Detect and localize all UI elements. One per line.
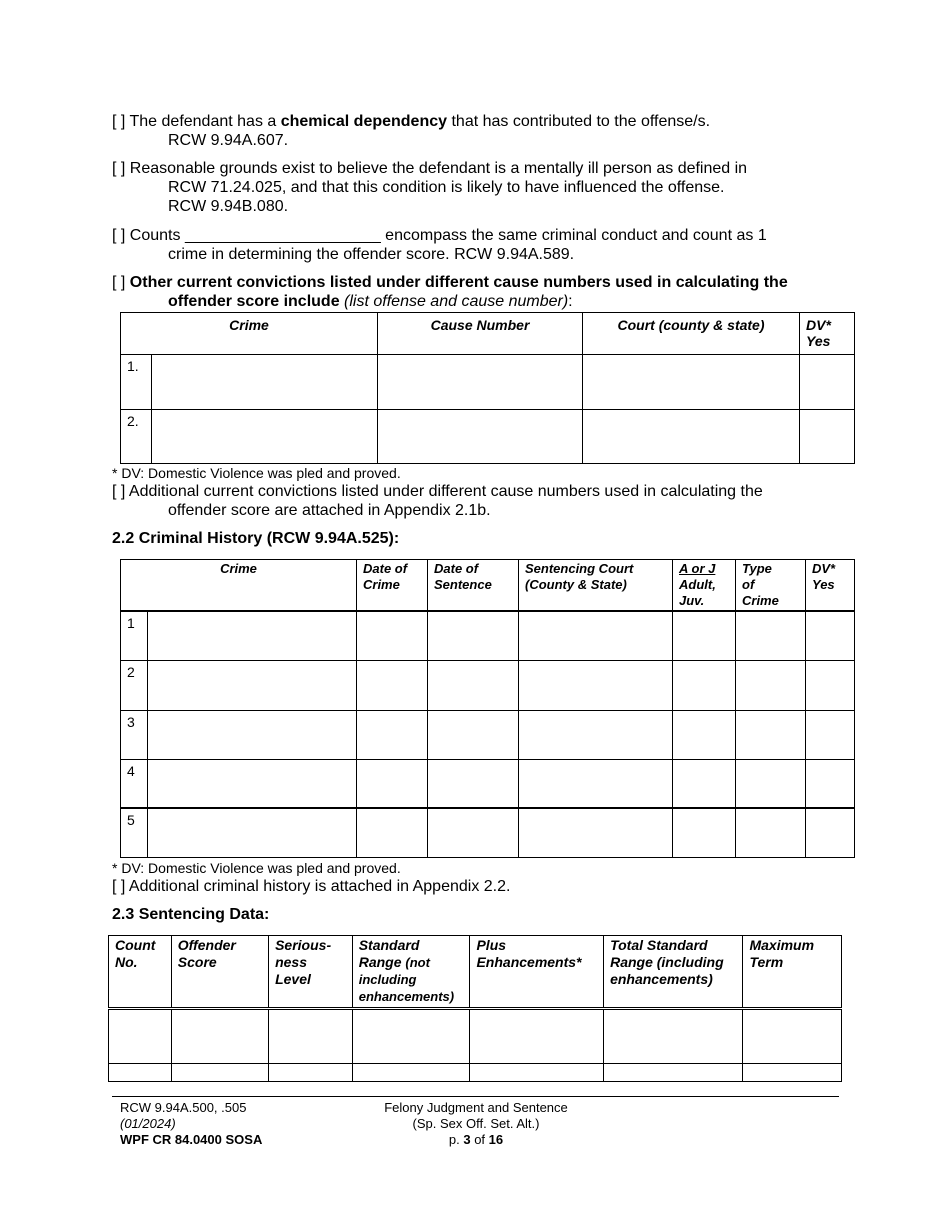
header-text: Plus (476, 937, 507, 953)
checkbox[interactable]: [ ] (112, 483, 126, 500)
header-text: Enhancements* (476, 954, 582, 970)
item-text: that has contributed to the offense/s. (451, 113, 711, 130)
header-text: Level (275, 971, 311, 987)
offender-score-cell[interactable] (171, 1009, 268, 1064)
crime-cell[interactable] (148, 808, 357, 857)
type-cell[interactable] (736, 710, 806, 759)
mental-illness-item (112, 159, 880, 216)
header-text: Sentencing Court (525, 561, 634, 576)
dv-cell[interactable] (806, 759, 855, 808)
dv-cell[interactable] (806, 710, 855, 759)
item-text: offender score are attached in Appendix 2.1b. (168, 502, 491, 519)
date-sentence-cell[interactable] (428, 710, 519, 759)
date-sentence-cell[interactable] (428, 759, 519, 808)
dv-cell[interactable] (806, 660, 855, 710)
item-text: crime in determining the offender score. RCW 9.94A.589. (168, 246, 575, 263)
page-of: of (474, 1132, 486, 1147)
table-row (121, 660, 855, 710)
header-text: DV* (812, 561, 836, 576)
header-text: Range (including (610, 954, 724, 970)
header-cause-number: Cause Number (378, 313, 583, 355)
header-text: Standard (358, 937, 420, 953)
checkbox[interactable]: [ ] (112, 160, 126, 177)
header-total-standard-range (604, 936, 743, 1009)
row-number: 1 (121, 611, 148, 660)
same-criminal-conduct-item (112, 226, 880, 264)
item-text: Additional criminal history is attached in Appendix 2.2. (128, 878, 511, 895)
dv-cell[interactable] (806, 808, 855, 857)
footer-left (120, 1100, 262, 1148)
table-row (121, 355, 855, 410)
header-crime: Crime (121, 313, 378, 355)
maximum-term-cell[interactable] (743, 1064, 842, 1082)
header-sentencing-court (519, 560, 673, 612)
dv-cell[interactable] (806, 611, 855, 660)
dv-footnote: * DV: Domestic Violence was pled and proved. (112, 465, 401, 481)
crime-cell[interactable] (148, 759, 357, 808)
counts-blank-field[interactable]: ______________________ (184, 227, 381, 244)
header-text: Crime (742, 593, 779, 608)
section-title-sentencing-data: 2.3 Sentencing Data: (112, 906, 270, 923)
date-crime-cell[interactable] (357, 611, 428, 660)
footer-subtitle: (Sp. Sex Off. Set. Alt.) (412, 1116, 540, 1131)
date-sentence-cell[interactable] (428, 660, 519, 710)
header-dv-text: DV* (806, 317, 831, 333)
seriousness-cell[interactable] (269, 1009, 353, 1064)
adult-juv-cell[interactable] (673, 710, 736, 759)
maximum-term-cell[interactable] (743, 1009, 842, 1064)
row-number: 3 (121, 710, 148, 759)
cause-cell[interactable] (378, 355, 583, 410)
date-sentence-cell[interactable] (428, 808, 519, 857)
header-text: Juv. (679, 593, 705, 608)
court-cell[interactable] (519, 660, 673, 710)
court-cell[interactable] (519, 710, 673, 759)
date-sentence-cell[interactable] (428, 611, 519, 660)
court-cell[interactable] (519, 808, 673, 857)
header-text: Adult, (679, 577, 716, 592)
checkbox[interactable]: [ ] (112, 227, 126, 244)
item-bold-text: offender score include (168, 293, 340, 310)
item-text: Additional current convictions listed under different cause numbers used in calculating the (128, 483, 763, 500)
footer-rcw: RCW 9.94A.500, .505 (120, 1100, 247, 1115)
court-cell[interactable] (583, 355, 800, 410)
header-text: Sentence (434, 577, 492, 592)
header-text: A or J (679, 561, 716, 576)
item-text: Reasonable grounds exist to believe the defendant is a mentally ill person as defined in (129, 160, 748, 177)
crime-cell[interactable] (148, 710, 357, 759)
header-maximum-term (743, 936, 842, 1009)
court-cell[interactable] (583, 410, 800, 464)
total-range-cell[interactable] (604, 1064, 743, 1082)
row-number: 2 (121, 660, 148, 710)
sentencing-data-table (108, 935, 842, 1082)
enhancements-cell[interactable] (470, 1009, 604, 1064)
footer-title: Felony Judgment and Sentence (384, 1100, 568, 1115)
header-text: including (358, 972, 417, 987)
adult-juv-cell[interactable] (673, 759, 736, 808)
row-number: 2. (121, 410, 152, 464)
checkbox[interactable]: [ ] (112, 113, 126, 130)
standard-range-cell[interactable] (352, 1009, 470, 1064)
row-number: 1. (121, 355, 152, 410)
page-number (336, 1132, 616, 1148)
dv-cell[interactable] (800, 410, 855, 464)
page-total: 16 (488, 1132, 504, 1147)
count-cell[interactable] (109, 1009, 172, 1064)
header-text: Serious- (275, 937, 332, 953)
header-text: Range (358, 954, 402, 970)
table-row (121, 808, 855, 857)
header-text: Date of (434, 561, 479, 576)
header-text: Crime (363, 577, 400, 592)
header-text: Term (749, 954, 784, 970)
item-italic-text: (list offense and cause number) (344, 293, 569, 310)
total-range-cell[interactable] (604, 1009, 743, 1064)
court-cell[interactable] (519, 759, 673, 808)
page-current: 3 (463, 1132, 471, 1147)
rcw-ref: RCW 9.94A.607. (168, 132, 289, 149)
item-bold-text: Other current convictions listed under different cause numbers used in calculating the (129, 274, 788, 291)
rcw-ref: RCW 9.94B.080. (168, 198, 289, 215)
additional-current-item (112, 482, 880, 520)
footer-center (336, 1100, 616, 1148)
item-text: The defendant has a (129, 113, 277, 130)
header-text: No. (115, 954, 138, 970)
item-text: : (568, 293, 573, 310)
checkbox[interactable]: [ ] (112, 274, 126, 291)
crime-cell[interactable] (148, 611, 357, 660)
section-title-criminal-history: 2.2 Criminal History (RCW 9.94A.525): (112, 530, 400, 547)
header-text: Total Standard (610, 937, 708, 953)
dv-cell[interactable] (800, 355, 855, 410)
additional-history-item (112, 877, 852, 896)
item-bold-text: chemical dependency (280, 113, 448, 130)
header-plus-enhancements (470, 936, 604, 1009)
date-crime-cell[interactable] (357, 660, 428, 710)
table-row (109, 1064, 842, 1082)
dv-footnote: * DV: Domestic Violence was pled and proved. (112, 860, 401, 876)
type-cell[interactable] (736, 759, 806, 808)
date-crime-cell[interactable] (357, 710, 428, 759)
standard-range-cell[interactable] (352, 1064, 470, 1082)
enhancements-cell[interactable] (470, 1064, 604, 1082)
header-text: Type (742, 561, 772, 576)
page-prefix: p. (448, 1132, 460, 1147)
date-crime-cell[interactable] (357, 759, 428, 808)
offender-score-cell[interactable] (171, 1064, 268, 1082)
header-crime: Crime (121, 560, 357, 612)
item-text: RCW 71.24.025, and that this condition is likely to have influenced the offense. (168, 179, 725, 196)
header-dv-yes: Yes (806, 333, 831, 349)
header-count-no (109, 936, 172, 1009)
chemical-dependency-item (112, 112, 880, 150)
table-row (121, 710, 855, 759)
header-text: (County & State) (525, 577, 627, 592)
header-offender-score (171, 936, 268, 1009)
header-court: Court (county & state) (583, 313, 800, 355)
count-cell[interactable] (109, 1064, 172, 1082)
item-text: encompass the same criminal conduct and count as 1 (385, 227, 767, 244)
table-row (109, 1009, 842, 1064)
header-text: (not (405, 955, 430, 970)
header-text: Date of (363, 561, 408, 576)
row-number: 4 (121, 759, 148, 808)
header-text: ness (275, 954, 308, 970)
adult-juv-cell[interactable] (673, 660, 736, 710)
crime-cell[interactable] (148, 660, 357, 710)
date-crime-cell[interactable] (357, 808, 428, 857)
other-convictions-item (112, 273, 880, 311)
table-row (121, 759, 855, 808)
header-text: Score (177, 954, 217, 970)
header-date-of-sentence (428, 560, 519, 612)
type-cell[interactable] (736, 808, 806, 857)
court-cell[interactable] (519, 611, 673, 660)
type-cell[interactable] (736, 611, 806, 660)
criminal-history-table (120, 559, 855, 858)
header-text: enhancements) (358, 989, 455, 1004)
header-dv (806, 560, 855, 612)
header-text: Maximum (749, 937, 815, 953)
seriousness-cell[interactable] (269, 1064, 353, 1082)
current-convictions-table (120, 312, 855, 464)
header-adult-juv (673, 560, 736, 612)
table-row (121, 410, 855, 464)
cause-cell[interactable] (378, 410, 583, 464)
header-date-of-crime (357, 560, 428, 612)
crime-cell[interactable] (152, 355, 378, 410)
header-dv (800, 313, 855, 355)
crime-cell[interactable] (152, 410, 378, 464)
table-row (121, 611, 855, 660)
type-cell[interactable] (736, 660, 806, 710)
adult-juv-cell[interactable] (673, 808, 736, 857)
footer-divider (112, 1096, 839, 1097)
header-seriousness-level (269, 936, 353, 1009)
header-type-of-crime (736, 560, 806, 612)
header-standard-range (352, 936, 470, 1009)
header-text: Count (115, 937, 156, 953)
adult-juv-cell[interactable] (673, 611, 736, 660)
header-text: Offender (177, 937, 236, 953)
checkbox[interactable]: [ ] (112, 878, 126, 895)
footer-form-number: WPF CR 84.0400 SOSA (120, 1132, 263, 1147)
footer-date: (01/2024) (120, 1116, 176, 1131)
header-text: of (742, 577, 755, 592)
item-text: Counts (129, 227, 181, 244)
header-text: enhancements) (610, 971, 713, 987)
row-number: 5 (121, 808, 148, 857)
header-text: Yes (812, 577, 835, 592)
